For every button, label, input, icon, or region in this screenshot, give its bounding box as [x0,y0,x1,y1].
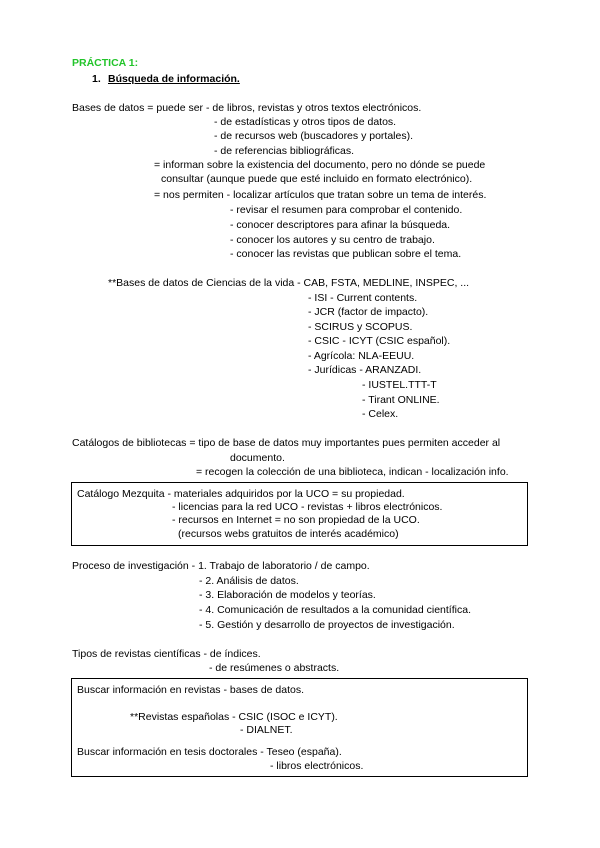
mezquita-line: Catálogo Mezquita - materiales adquiridos por la UCO = su propiedad. [77,488,405,500]
buscar-line: **Revistas españolas - CSIC (ISOC e ICYT). [130,711,338,723]
proceso-line: - 4. Comunicación de resultados a la comunidad científica. [199,604,471,616]
bases-line: = informan sobre la existencia del documento, pero no dónde se puede [154,159,486,171]
buscar-line: - DIALNET. [240,724,293,736]
catalogos-line: = recogen la colección de una biblioteca, indican - localización info. [196,466,509,478]
buscar-line: Buscar información en revistas - bases de datos. [77,684,305,696]
bases-line: - conocer las revistas que publican sobre el tema. [230,248,462,260]
tipos-line: Tipos de revistas científicas - de índices. [72,648,261,660]
proceso-line: - 5. Gestión y desarrollo de proyectos de investigación. [199,619,455,631]
proceso-line: - 2. Análisis de datos. [199,575,299,587]
proceso-line: Proceso de investigación - 1. Trabajo de laboratorio / de campo. [72,560,370,572]
ciencias-line: - Tirant ONLINE. [362,394,440,406]
bases-line: - revisar el resumen para comprobar el contenido. [230,204,463,216]
bases-line: - conocer los autores y su centro de trabajo. [230,234,435,246]
ciencias-line: - JCR (factor de impacto). [308,306,429,318]
bases-line: consultar (aunque puede que esté incluido en formato electrónico). [161,173,473,185]
catalogos-line: Catálogos de bibliotecas = tipo de base de datos muy importantes pues permiten acceder al [72,437,501,449]
buscar-line: Buscar información en tesis doctorales - Teseo (españa). [77,746,342,758]
bases-line: - de recursos web (buscadores y portales). [214,130,414,142]
bases-line: Bases de datos = puede ser - de libros, revistas y otros textos electrónicos. [72,102,422,114]
ciencias-line: **Bases de datos de Ciencias de la vida - CAB, FSTA, MEDLINE, INSPEC, ... [108,277,470,289]
section-heading: Búsqueda de información. [108,73,240,85]
ciencias-line: - CSIC - ICYT (CSIC español). [308,335,451,347]
tipos-line: - de resúmenes o abstracts. [209,662,340,674]
mezquita-line: - recursos en Internet = no son propiedad de la UCO. [172,514,420,526]
mezquita-line: - licencias para la red UCO - revistas + libros electrónicos. [172,501,443,513]
proceso-line: - 3. Elaboración de modelos y teorías. [199,589,376,601]
bases-line: - de estadísticas y otros tipos de datos. [214,116,397,128]
section-number: 1. [92,73,101,85]
ciencias-line: - ISI - Current contents. [308,292,418,304]
ciencias-line: - Agrícola: NLA-EEUU. [308,350,415,362]
buscar-line: - libros electrónicos. [270,760,364,772]
ciencias-line: - SCIRUS y SCOPUS. [308,321,413,333]
mezquita-line: (recursos webs gratuitos de interés académico) [178,528,399,540]
ciencias-line: - Celex. [362,408,399,420]
bases-line: - conocer descriptores para afinar la búsqueda. [230,219,451,231]
bases-line: - de referencias bibliográficas. [214,145,355,157]
practice-title: PRÁCTICA 1: [72,57,139,69]
catalogos-line: documento. [230,452,285,464]
ciencias-line: - Jurídicas - ARANZADI. [308,364,422,376]
ciencias-line: - IUSTEL.TTT-T [362,379,437,391]
bases-line: = nos permiten - localizar artículos que tratan sobre un tema de interés. [154,189,487,201]
